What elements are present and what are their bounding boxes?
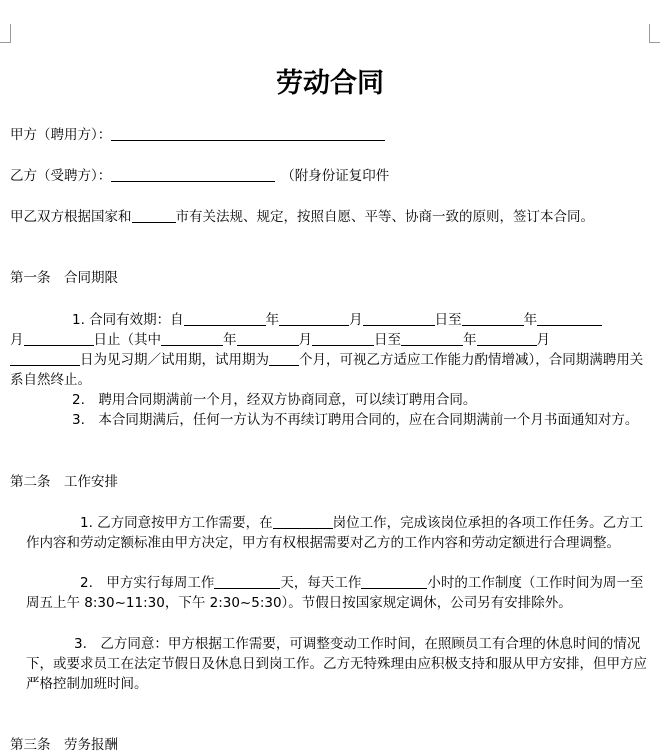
crop-mark-top-left bbox=[0, 24, 11, 43]
section3-heading: 第三条 劳务报酬 bbox=[10, 737, 118, 753]
unit-month: 月 bbox=[349, 312, 363, 328]
start-month-blank[interactable] bbox=[279, 311, 349, 326]
city-blank[interactable] bbox=[132, 208, 176, 223]
party-b-label: 乙方（受聘方）： bbox=[10, 168, 112, 184]
s2-item1 bbox=[26, 513, 648, 553]
probation-start-day-blank[interactable] bbox=[312, 331, 374, 346]
crop-mark-top-right bbox=[649, 24, 660, 43]
s2-item2-text-3: 小时的工作制度（工作时间为周一至周五上午 8:30~11:30，下午 2:30~5:30）。节假日按国家规定调休，公司另有安排除外。 bbox=[26, 575, 644, 611]
unit-month: 月 bbox=[298, 332, 312, 348]
party-a-blank[interactable] bbox=[111, 126, 385, 141]
probation-months-blank[interactable] bbox=[269, 351, 299, 366]
probation-end-day-blank[interactable] bbox=[10, 351, 80, 366]
intro-paragraph bbox=[10, 207, 648, 227]
unit-year: 年 bbox=[265, 312, 280, 328]
intro-text-1: 甲乙双方根据国家和 bbox=[10, 209, 132, 225]
unit-month: 月 bbox=[10, 332, 24, 348]
position-blank[interactable] bbox=[273, 514, 333, 529]
party-b-note: （附身份证复印件 bbox=[281, 168, 390, 184]
probation-start-month-blank[interactable] bbox=[237, 331, 299, 346]
s2-item3: 3. 乙方同意：甲方根据工作需要，可调整变动工作时间，在照顾员工有合理的休息时间的情况下，或要求员工在法定节假日及休息日到岗工作。乙方无特殊理由应积极支持和服从甲方安排，但甲方应严格控制加班时间。 bbox=[26, 636, 647, 692]
probation-end-month-blank[interactable] bbox=[477, 331, 537, 346]
probation-text: 日为见习期／试用期，试用期为 bbox=[80, 352, 269, 368]
s2-item2-text-1: 2. 甲方实行每周工作 bbox=[80, 575, 215, 591]
end-year-blank[interactable] bbox=[462, 311, 524, 326]
unit-year: 年 bbox=[523, 312, 538, 328]
s1-item1-line3 bbox=[10, 350, 648, 390]
unit-day-end: 日止（其中 bbox=[93, 332, 161, 348]
end-month-blank-part[interactable] bbox=[537, 311, 602, 326]
document-title: 劳动合同 bbox=[276, 68, 384, 99]
section2-heading: 第二条 工作安排 bbox=[10, 474, 118, 490]
s2-item1-text-1: 1. 乙方同意按甲方工作需要，在 bbox=[80, 515, 273, 531]
probation-end-year-blank[interactable] bbox=[401, 331, 463, 346]
s1-item1-line2 bbox=[10, 330, 550, 350]
party-a-label: 甲方（聘用方）： bbox=[10, 127, 112, 143]
s1-item1-prefix: 1. 合同有效期：自 bbox=[72, 312, 184, 328]
s1-item3: 3. 本合同期满后，任何一方认为不再续订聘用合同的，应在合同期满前一个月书面通知对方。 bbox=[72, 412, 639, 428]
unit-year: 年 bbox=[463, 332, 477, 348]
hours-per-day-blank[interactable] bbox=[361, 574, 427, 589]
probation-months-text: 个月，可视乙方适应工作能力酌情增减），合同期满聘用关系自然终止。 bbox=[10, 352, 644, 388]
section1-heading: 第一条 合同期限 bbox=[10, 270, 118, 286]
start-year-blank[interactable] bbox=[184, 311, 266, 326]
end-day-blank[interactable] bbox=[24, 331, 94, 346]
unit-day-to: 日至 bbox=[374, 332, 401, 348]
s2-item1-text-2: 岗位工作，完成该岗位承担的各项工作任务。乙方工作内容和劳动定额标准由甲方决定，甲方有权根据需要对乙方的工作内容和劳动定额进行合理调整。 bbox=[26, 515, 644, 551]
party-b-blank[interactable] bbox=[111, 167, 275, 182]
unit-year: 年 bbox=[223, 332, 237, 348]
probation-start-year-blank[interactable] bbox=[161, 331, 223, 346]
days-per-week-blank[interactable] bbox=[214, 574, 280, 589]
s2-item2 bbox=[26, 573, 648, 613]
unit-month: 月 bbox=[536, 332, 550, 348]
start-day-blank[interactable] bbox=[363, 311, 435, 326]
s2-item2-text-2: 天，每天工作 bbox=[280, 575, 362, 591]
party-a-line bbox=[10, 125, 385, 145]
unit-day-to: 日至 bbox=[434, 312, 462, 328]
party-b-line bbox=[10, 166, 389, 186]
intro-text-2: 市有关法规、规定，按照自愿、平等、协商一致的原则，签订本合同。 bbox=[175, 209, 594, 225]
s1-item2: 2. 聘用合同期满前一个月，经双方协商同意，可以续订聘用合同。 bbox=[72, 392, 477, 408]
s1-item1-line1 bbox=[72, 310, 602, 330]
